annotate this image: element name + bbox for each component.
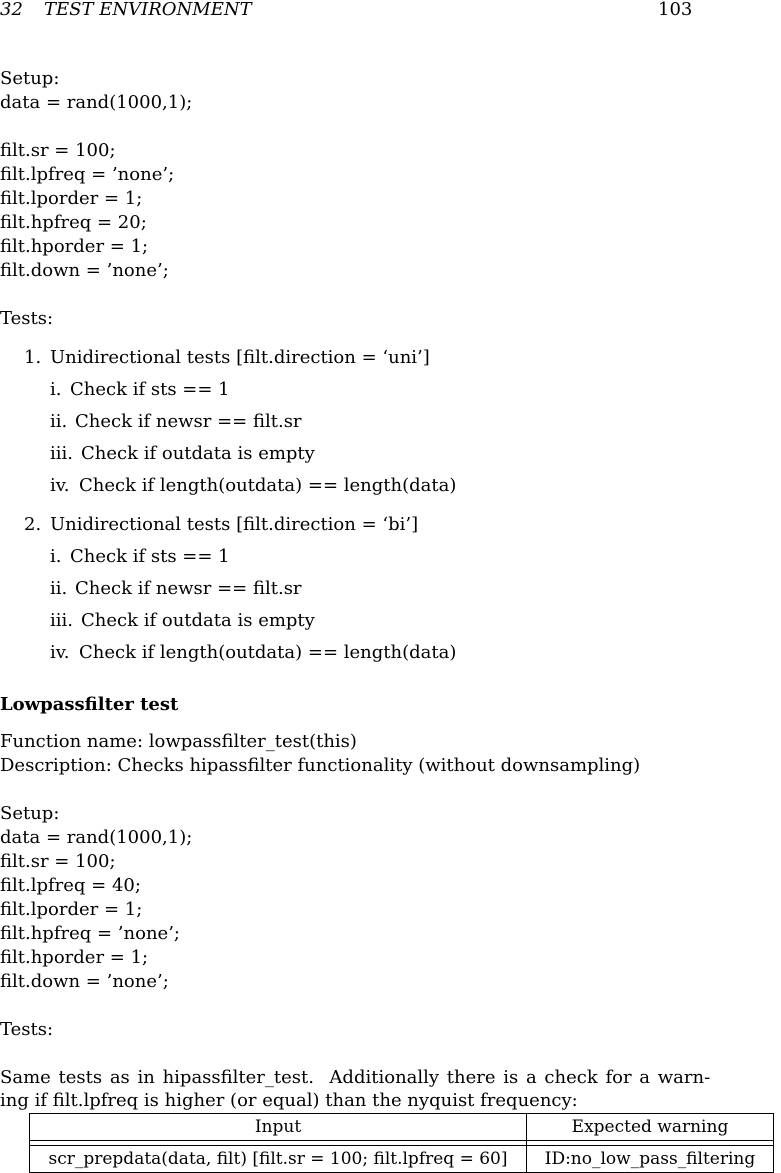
- expected-warning-table: [29, 1113, 774, 1173]
- table-row: [29, 1146, 774, 1173]
- list-item: Check if newsr == filt.sr: [75, 411, 302, 432]
- test-group-title: Unidirectional tests [filt.direction = ‘uni’]: [50, 347, 430, 368]
- paragraph-line: Same tests as in hipassfilter_test. Additionally there is a check for a warn-: [0, 1067, 711, 1088]
- table-cell-warning: ID:no_low_pass_filtering: [527, 1146, 774, 1173]
- setup-label: Setup:: [0, 803, 60, 824]
- code-line: data = rand(1000,1);: [0, 92, 193, 113]
- list-item: Check if length(outdata) == length(data): [79, 642, 457, 663]
- code-line: filt.lpfreq = 40;: [0, 875, 141, 896]
- code-line: filt.hpfreq = 20;: [0, 212, 147, 233]
- code-line: filt.lporder = 1;: [0, 899, 143, 920]
- list-number: 2.: [24, 514, 42, 535]
- sublist-marker: ii.: [50, 411, 68, 432]
- code-line: filt.hporder = 1;: [0, 947, 149, 968]
- sublist-marker: iv.: [50, 475, 70, 496]
- code-line: filt.hpfreq = ’none’;: [0, 923, 180, 944]
- running-header-chapter-number: 32: [0, 0, 23, 20]
- paragraph-line: ing if filt.lpfreq is higher (or equal) than the nyquist frequency:: [0, 1090, 578, 1111]
- code-line: filt.sr = 100;: [0, 140, 116, 161]
- code-line: filt.down = ’none’;: [0, 260, 169, 281]
- code-line: filt.down = ’none’;: [0, 971, 169, 992]
- setup-label: Setup:: [0, 68, 60, 89]
- list-item: Check if length(outdata) == length(data): [79, 475, 457, 496]
- list-item: Check if sts == 1: [70, 379, 230, 400]
- sublist-marker: i.: [50, 546, 62, 567]
- code-line: data = rand(1000,1);: [0, 827, 193, 848]
- code-line: filt.lporder = 1;: [0, 188, 143, 209]
- sublist-marker: ii.: [50, 578, 68, 599]
- running-header-chapter-title: TEST ENVIRONMENT: [44, 0, 252, 20]
- function-name-line: Function name: lowpassfilter_test(this): [0, 731, 357, 752]
- sublist-marker: iii.: [50, 610, 73, 631]
- code-line: filt.hporder = 1;: [0, 236, 149, 257]
- page-number: 103: [658, 0, 693, 20]
- tests-label: Tests:: [0, 308, 54, 329]
- table-header-expected-warning: Expected warning: [527, 1113, 774, 1141]
- code-line: filt.sr = 100;: [0, 851, 116, 872]
- test-group-title: Unidirectional tests [filt.direction = ‘bi’]: [50, 514, 419, 535]
- description-line: Description: Checks hipassfilter functionality (without downsampling): [0, 755, 641, 776]
- list-item: Check if outdata is empty: [81, 443, 315, 464]
- table-header-row: [29, 1113, 774, 1141]
- tests-label: Tests:: [0, 1019, 54, 1040]
- sublist-marker: iv.: [50, 642, 70, 663]
- sublist-marker: iii.: [50, 443, 73, 464]
- code-line: filt.lpfreq = ’none’;: [0, 164, 175, 185]
- sublist-marker: i.: [50, 379, 62, 400]
- table-header-input: Input: [29, 1113, 527, 1141]
- table-cell-input: scr_prepdata(data, filt) [filt.sr = 100; filt.lpfreq = 60]: [29, 1146, 527, 1173]
- list-item: Check if outdata is empty: [81, 610, 315, 631]
- list-number: 1.: [24, 347, 42, 368]
- list-item: Check if sts == 1: [70, 546, 230, 567]
- list-item: Check if newsr == filt.sr: [75, 578, 302, 599]
- section-heading: Lowpassfilter test: [0, 694, 179, 715]
